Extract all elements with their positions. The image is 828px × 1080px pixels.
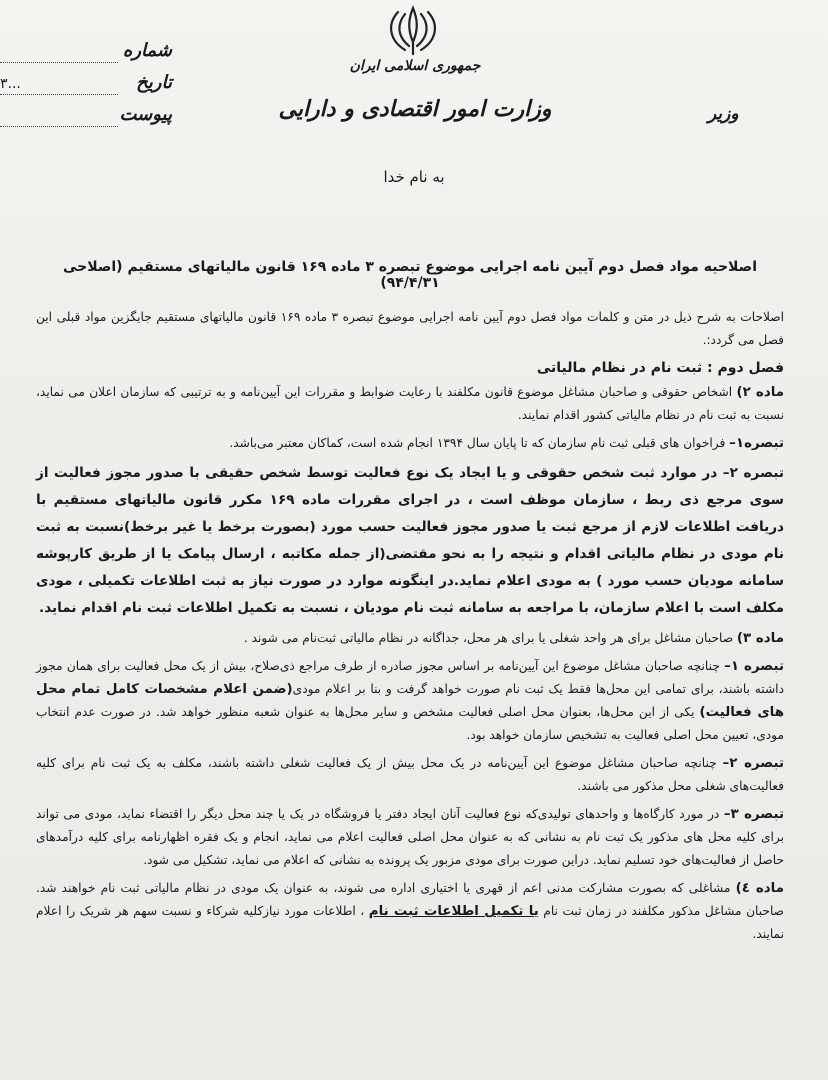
intro-paragraph: اصلاحات به شرح ذیل در متن و کلمات مواد فصل دوم آیین نامه اجرایی موضوع تبصره ۳ ماده ۱۶۹ قانون مالیاتهای مستقیم جایگزین مواد قبلی این فصل می گردد:. — [36, 310, 784, 347]
chapter-heading: فصل دوم : ثبت نام در نظام مالیاتی — [536, 360, 784, 376]
article-2-text: اشخاص حقوقی و صاحبان مشاغل موضوع قانون مکلفند با رعایت ضوابط و مقررات این آیین‌نامه و به ترتیبی که سازمان اعلان می نماید، نسبت به ثبت نام در نظام مالیاتی کشور اقدام نمایند. — [36, 385, 784, 422]
article-3-text: صاحبان مشاغل برای هر واحد شغلی یا برای هر محل، جداگانه در نظام مالیاتی ثبت‌نام می شوند . — [243, 631, 734, 645]
article-3-note-1-text-a: چنانچه صاحبان مشاغل موضوع این آیین‌نامه بر اساس مجوز صادره از طرف مراجع ذی‌صلاح، بیش از یک محل فعالیت برای همان مجوز داشته باشند، برای تمامی این محل‌ها فقط یک ثبت نام صورت خواهد گرفت و بنا بر اعلام مودی — [36, 659, 784, 696]
number-row — [0, 40, 200, 72]
article-3-note-2-text: چنانچه صاحبان مشاغل موضوع این آیین‌نامه در یک محل بیش از یک فعالیت شغلی داشته باشند، مکلف به یک ثبت نام برای کلیه فعالیت‌های شغلی محل مذکور می باشند. — [36, 756, 784, 793]
note-1-text: فراخوان های قبلی ثبت نام سازمان که تا پایان سال ۱۳۹۴ انجام شده است، کماکان معتبر می‌باشد. — [229, 436, 726, 450]
article-4-text-a: مشاغلی که بصورت مشارکت مدنی اعم از قهری یا اختیاری اداره می شوند، به عنوان یک مودی در نظام مالیاتی ثبت نام خواهند شد. صاحبان مشاغل مذکور مکلفند در زمان ثبت نام — [36, 881, 785, 918]
document-body — [36, 306, 784, 951]
article-2-label: ماده ۲) — [736, 385, 785, 400]
article-3-note-3-label: تبصره ۳– — [723, 807, 784, 822]
ministry-name: وزارت امور اقتصادی و دارایی — [278, 96, 552, 122]
date-value: ۳... — [0, 76, 21, 92]
article-4-text-b: ، اطلاعات مورد نیازکلیه شرکاء و نسبت سهم هر شریک را اعلام نمایند. — [36, 904, 784, 941]
article-3 — [36, 627, 784, 650]
attachment-row — [0, 104, 200, 136]
date-line — [0, 94, 118, 95]
article-3-note-2-label: تبصره ۲– — [722, 756, 784, 771]
attachment-line — [0, 126, 118, 127]
minister-label: وزیر — [708, 104, 739, 124]
article-2 — [36, 381, 784, 427]
article-3-note-3 — [36, 803, 784, 872]
attachment-label: پیوست — [119, 104, 172, 125]
document-title: اصلاحیه مواد فصل دوم آیین نامه اجرایی موضوع تبصره ۳ ماده ۱۶۹ قانون مالیاتهای مستقیم (اصلاحی ۹۴/۴/۳۱) — [62, 259, 758, 291]
article-4-underlined: یا تکمیل اطلاعات ثبت نام — [368, 904, 539, 919]
article-3-label: ماده ۳) — [736, 631, 784, 646]
date-row — [0, 72, 200, 104]
republic-name: جمهوری اسلامی ایران — [349, 58, 481, 74]
article-3-note-1-text-b: یکی از این محل‌ها، بعنوان محل اصلی فعالیت مشخص و سایر محل‌ها به عنوان شعبه منظور خواهد شد. در صورت عدم انتخاب مودی، تعیین محل اصلی فعالیت به تشخیص سازمان خواهد بود. — [36, 705, 784, 742]
note-1 — [36, 432, 784, 455]
letter-meta — [0, 40, 200, 136]
article-4-label: ماده ٤) — [735, 881, 785, 896]
bismillah: به نام خدا — [383, 168, 445, 186]
note-1-label: تبصره۱– — [729, 436, 784, 451]
iran-emblem-icon — [381, 2, 445, 58]
article-3-note-1 — [36, 655, 784, 747]
article-3-note-3-text: در مورد کارگاه‌ها و واحدهای تولیدی‌که نوع فعالیت آنان ایجاد دفتر یا فروشگاه در یک یا چند محل دیگر را اقتضاء نماید، مودی می تواند برای کلیه محل های مذکور یک ثبت نام به نشانی که به عنوان محل اصلی فعالیت اعلام می نماید، انجام و یک فقره اظهارنامه برای کلیه درآمدهای حاصل از فعالیت‌های خود تسلیم نماید. دراین صورت برای مودی مزبور یک پرونده به نشانی که اعلام می نماید، تشکیل می شود. — [36, 807, 784, 867]
number-label: شماره — [122, 40, 172, 61]
number-line — [0, 62, 118, 63]
date-label: تاریخ — [136, 72, 172, 93]
article-3-note-1-bold: (ضمن اعلام مشخصات کامل تمام محل های فعالیت) — [36, 682, 784, 720]
article-4 — [36, 877, 784, 946]
note-2: تبصره ۲– در موارد ثبت شخص حقوقی و یا ایجاد یک نوع فعالیت توسط شخص حقیقی با صدور مجوز فعالیت از سوی مرجع ذی ربط ، سازمان موظف است ، در اجرای مقررات ماده ۱۶۹ مکرر قانون مالیاتهای مستقیم با دریافت اطلاعات لازم از مرجع ثبت یا صدور مجوز فعالیت حسب مورد (بصورت برخط یا غیر برخط)نسبت به ثبت نام مودی در نظام مالیاتی اقدام و نتیجه را به نحو مقتضی(از جمله مکاتبه ، ارسال پیامک یا از طریق کارپوشه سامانه مودیان حسب مورد ) به مودی اعلام نماید.در اینگونه موارد در صورت نیاز به ثبت اطلاعات تکمیلی ، مودی مکلف است با اعلام سازمان، با مراجعه به سامانه ثبت نام مودیان ، نسبت به تکمیل اطلاعات ثبت نام اقدام نماید. — [36, 465, 785, 616]
article-3-note-1-label: تبصره ۱– — [724, 659, 784, 674]
article-3-note-2 — [36, 752, 784, 798]
